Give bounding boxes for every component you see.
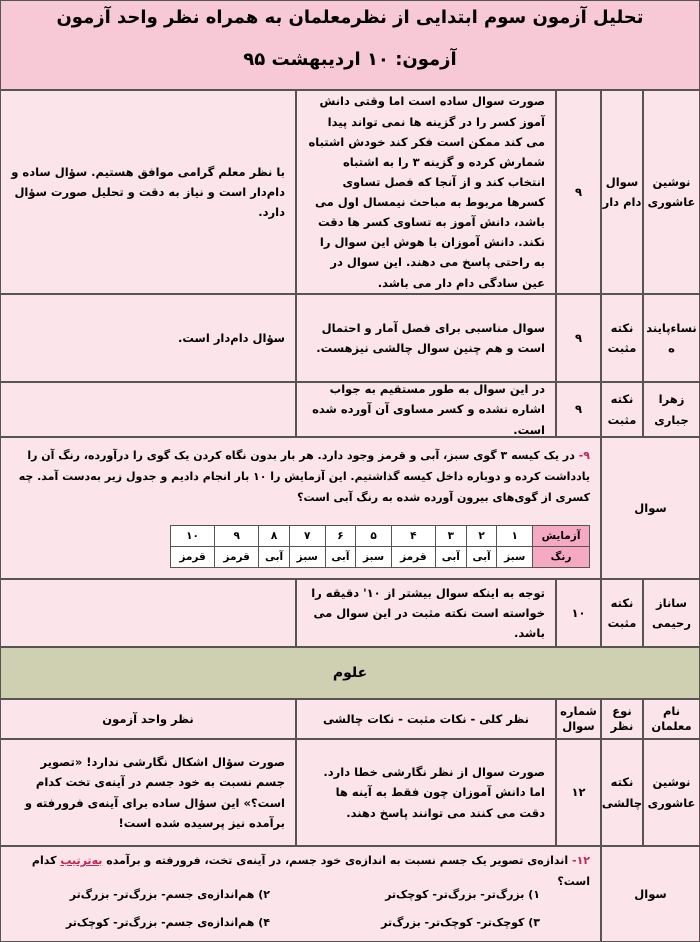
trial-cell: ۵ (356, 526, 392, 547)
header-comment: نظر کلی - نکات مثبت - نکات چالشی (296, 699, 556, 739)
highlight-text: به‌ترتیب (60, 854, 103, 867)
comment-type: نکته مثبت (601, 382, 643, 437)
table-row (0, 579, 700, 647)
color-cell: قرمز (391, 547, 435, 568)
unit-comment: صورت سؤال اشکال نگارشی ندارد! «تصویر جسم نسبت به خود جسم در آینه‌ی تخت کدام است؟» این سؤال ساده برای آینه‌ی فرورفته و برآمده نیز پرسیده شده است! (0, 739, 296, 846)
page-subtitle: آزمون: ۱۰ اردیبهشت ۹۵ (243, 49, 457, 70)
color-header: رنگ (533, 547, 590, 568)
header-qnum: شماره سوال (556, 699, 601, 739)
trial-cell: ۹ (215, 526, 259, 547)
color-cell: آبی (466, 547, 497, 568)
question-box (0, 846, 601, 942)
page-header (0, 0, 700, 90)
trial-cell: ۳ (435, 526, 466, 547)
page-title: تحلیل آزمون سوم ابتدایی از نظرمعلمان به همراه نظر واحد آزمون (56, 7, 644, 28)
question-label: سوال (601, 437, 700, 579)
color-cell: آبی (325, 547, 356, 568)
unit-comment (0, 382, 296, 437)
unit-comment: سؤال دام‌دار است. (0, 294, 296, 382)
option: ۲) هم‌اندازه‌ی جسم- بزرگ‌تر- بزرگ‌تر (69, 888, 270, 901)
table-row (0, 739, 700, 846)
question-label: سوال (601, 846, 700, 942)
comment-type: نکته چالشی (601, 739, 643, 846)
comment-type: سوال دام دار (601, 90, 643, 294)
header-type: نوع نظر (601, 699, 643, 739)
color-cell: سبز (356, 547, 392, 568)
color-row (171, 547, 590, 568)
question-row (0, 846, 700, 942)
comment-type: نکته مثبت (601, 294, 643, 382)
teacher-name: نساءپایند ه (643, 294, 700, 382)
trial-cell: ۱۰ (171, 526, 215, 547)
table-row (0, 294, 700, 382)
table-row (0, 382, 700, 437)
option: ۳) کوچک‌تر- کوچک‌تر- بزرگ‌تر (381, 916, 540, 929)
trial-cell: ۱ (497, 526, 533, 547)
trial-cell: ۸ (259, 526, 290, 547)
option: ۱) بزرگ‌تر- بزرگ‌تر- کوچک‌تر (385, 888, 540, 901)
trial-header: آزمایش (533, 526, 590, 547)
question-text: ۹- در یک کیسه ۳ گوی سبز، آبی و قرمز وجود دارد. هر بار بدون نگاه کردن یک گوی را درآورده، رنگ آن را یادداشت کرده و دوباره داخل کیسه گذاشتیم. این آزمایش را ۱۰ بار انجام دادیم و جدول زیر به‌دست آمد. چه کسری از گوی‌های بیرون آورده شده به رنگ آبی است؟ (18, 449, 590, 504)
trial-cell: ۶ (325, 526, 356, 547)
question-number: ۹ (556, 90, 601, 294)
teacher-name: نوشین عاشوری (643, 90, 700, 294)
trial-cell: ۷ (289, 526, 325, 547)
color-cell: سبز (289, 547, 325, 568)
color-cell: آبی (435, 547, 466, 568)
trial-row (171, 526, 590, 547)
question-number: ۱۰ (556, 579, 601, 647)
color-cell: سبز (497, 547, 533, 568)
teacher-name: نوشین عاشوری (643, 739, 700, 846)
header-teacher: نام معلمان (643, 699, 700, 739)
color-cell: قرمز (171, 547, 215, 568)
header-unit: نظر واحد آزمون (0, 699, 296, 739)
color-cell: قرمز (215, 547, 259, 568)
teacher-comment: صورت سوال ساده است اما وقتی دانش آموز کسر را در گزینه ها نمی تواند پیدا می کند ممکن است فکر کند خودش اشتباه شمارش کرده و گزینه ۳ را به اشتباه انتخاب کند و از آنجا که فصل تساوی کسرها مربوط به مباحث نیمسال اول می باشد، دانش آموز به تساوی کسر ها دقت نکند. دانش آموزان با هوش این سوال را به راحتی پاسخ می دهند. این سوال در عین سادگی دام دار می باشد. (296, 90, 556, 294)
teacher-comment: سوال مناسبی برای فصل آمار و احتمال است و هم چنین سوال چالشی نیزهست. (296, 294, 556, 382)
question-number: ۹ (556, 294, 601, 382)
question-row (0, 437, 700, 579)
teacher-name: زهرا جباری (643, 382, 700, 437)
question-text: ۱۲- اندازه‌ی تصویر یک جسم نسبت به اندازه‌ی خود جسم، در آینه‌ی تخت، فرورفته و برآمده به‌ترتیب کدام است؟ (31, 854, 590, 888)
comment-type: نکته مثبت (601, 579, 643, 647)
table-row (0, 90, 700, 294)
color-cell: آبی (259, 547, 290, 568)
question-number: ۱۲- (571, 854, 590, 867)
question-number: ۹- (578, 449, 590, 462)
unit-comment (0, 579, 296, 647)
trial-cell: ۴ (391, 526, 435, 547)
section-row (0, 647, 700, 699)
unit-comment: با نظر معلم گرامی موافق هستیم. سؤال ساده و دام‌دار است و نیاز به دقت و تحلیل صورت سؤال دارد. (0, 90, 296, 294)
teacher-comment: در این سوال به طور مستقیم به جواب اشاره نشده و کسر مساوی آن آورده شده است. (296, 382, 556, 437)
question-number: ۹ (556, 382, 601, 437)
trial-cell: ۲ (466, 526, 497, 547)
table-header-row (0, 699, 700, 739)
section-title: علوم (0, 647, 700, 699)
option: ۴) هم‌اندازه‌ی جسم- بزرگ‌تر- کوچک‌تر (65, 916, 270, 929)
teacher-comment: صورت سوال از نظر نگارشی خطا دارد. اما دانش آموزان چون فقط به آینه ها دقت می کنند می توانند پاسخ دهند. (296, 739, 556, 846)
trial-table (170, 525, 590, 568)
teacher-name: ساناز رحیمی (643, 579, 700, 647)
question-box (0, 437, 601, 579)
question-number: ۱۲ (556, 739, 601, 846)
teacher-comment: توجه به اینکه سوال بیشتر از ۱۰' دقیقه را خواسته است نکته مثبت در این سوال می باشد. (296, 579, 556, 647)
